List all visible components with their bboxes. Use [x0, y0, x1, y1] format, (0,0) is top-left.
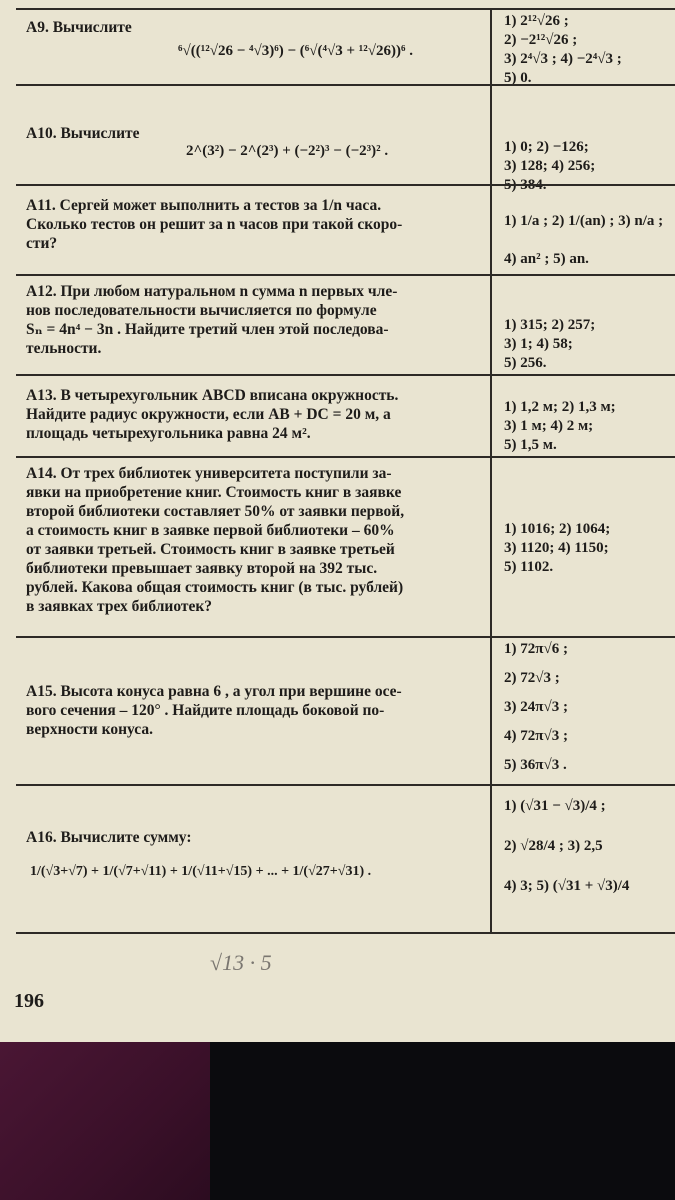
- formula: 2^(3²) − 2^(2³) + (−2²)³ − (−2³)² .: [186, 143, 389, 159]
- column-divider: [490, 10, 492, 84]
- column-divider: [490, 186, 492, 274]
- answer-options: 1) (√31 − √3)/4 ; 2) √28/4 ; 3) 2,5 4) 3; 5) (√31 + √3)/4: [504, 798, 630, 894]
- question-text: А12. При любом натуральном n сумма n первых чле- нов последовательности вычисляется по формуле Sₙ = 4n⁴ − 3n . Найдите третий член этой последова- тельности.: [26, 283, 398, 357]
- answer-options: 1) 0; 2) −126; 3) 128; 4) 256; 5) 384.: [504, 139, 596, 193]
- column-divider: [490, 458, 492, 636]
- problem-a12: [16, 274, 675, 374]
- column-divider: [490, 276, 492, 374]
- question-text: А14. От трех библиотек университета поступили за- явки на приобретение книг. Стоимость книг в заявке второй библиотеки составляет 50% от заявки первой, а стоимость книг в заявке первой библиотеки – 60% от заявки третьей. Стоимость книг в заявке третьей библиотеки превышает заявку второй на 392 тыс. рублей. Какова общая стоимость книг (в тыс. рублей) в заявках трех библиотек?: [26, 465, 405, 615]
- column-divider: [490, 376, 492, 456]
- pencil-note: √13 · 5: [210, 950, 272, 975]
- problem-a16: [16, 784, 675, 934]
- answer-options: 1) 1/a ; 2) 1/(an) ; 3) n/a ; 4) an² ; 5) an.: [504, 213, 664, 267]
- problem-a15: [16, 636, 675, 784]
- problem-a10: [16, 84, 675, 193]
- column-divider: [490, 786, 492, 932]
- answer-options: 1) 1016; 2) 1064; 3) 1120; 4) 1150; 5) 1102.: [504, 521, 611, 575]
- background-fabric: [0, 1042, 210, 1200]
- column-divider: [490, 86, 492, 184]
- column-divider: [490, 638, 492, 784]
- question-text: А16. Вычислите сумму:: [26, 829, 192, 846]
- problem-a11: [16, 184, 675, 274]
- question-text: А11. Сергей может выполнить a тестов за 1/n часа. Сколько тестов он решит за n часов при такой скоро- сти?: [26, 197, 403, 252]
- problem-a14: [16, 456, 675, 636]
- answer-options: 1) 2¹²√26 ; 2) −2¹²√26 ; 3) 2⁴√3 ; 4) −2⁴√3 ; 5) 0.: [504, 13, 622, 86]
- question-text: А9. Вычислите: [26, 19, 132, 36]
- problem-a9: [16, 8, 675, 84]
- answer-options: 1) 1,2 м; 2) 1,3 м; 3) 1 м; 4) 2 м; 5) 1,5 м.: [504, 399, 616, 453]
- question-text: А15. Высота конуса равна 6 , а угол при вершине осе- вого сечения – 120° . Найдите площадь боковой по- верхности конуса.: [26, 683, 402, 738]
- question-text: А10. Вычислите: [26, 125, 140, 142]
- question-text: А13. В четырехугольник ABCD вписана окружность. Найдите радиус окружности, если AB + DC = 20 м, а площадь четырехугольника равна 24 м².: [26, 387, 399, 442]
- background-dark: [210, 1042, 675, 1200]
- answer-options: 1) 315; 2) 257; 3) 1; 4) 58; 5) 256.: [504, 317, 596, 371]
- answer-options: 1) 72π√6 ; 2) 72√3 ; 3) 24π√3 ; 4) 72π√3 ; 5) 36π√3 .: [504, 641, 568, 773]
- page-number: 196: [14, 990, 44, 1012]
- problem-a13: [16, 374, 675, 456]
- formula: ⁶√((¹²√26 − ⁴√3)⁶) − (⁶√(⁴√3 + ¹²√26))⁶ .: [178, 43, 413, 59]
- formula: 1/(√3+√7) + 1/(√7+√11) + 1/(√11+√15) + ... + 1/(√27+√31) .: [30, 864, 372, 879]
